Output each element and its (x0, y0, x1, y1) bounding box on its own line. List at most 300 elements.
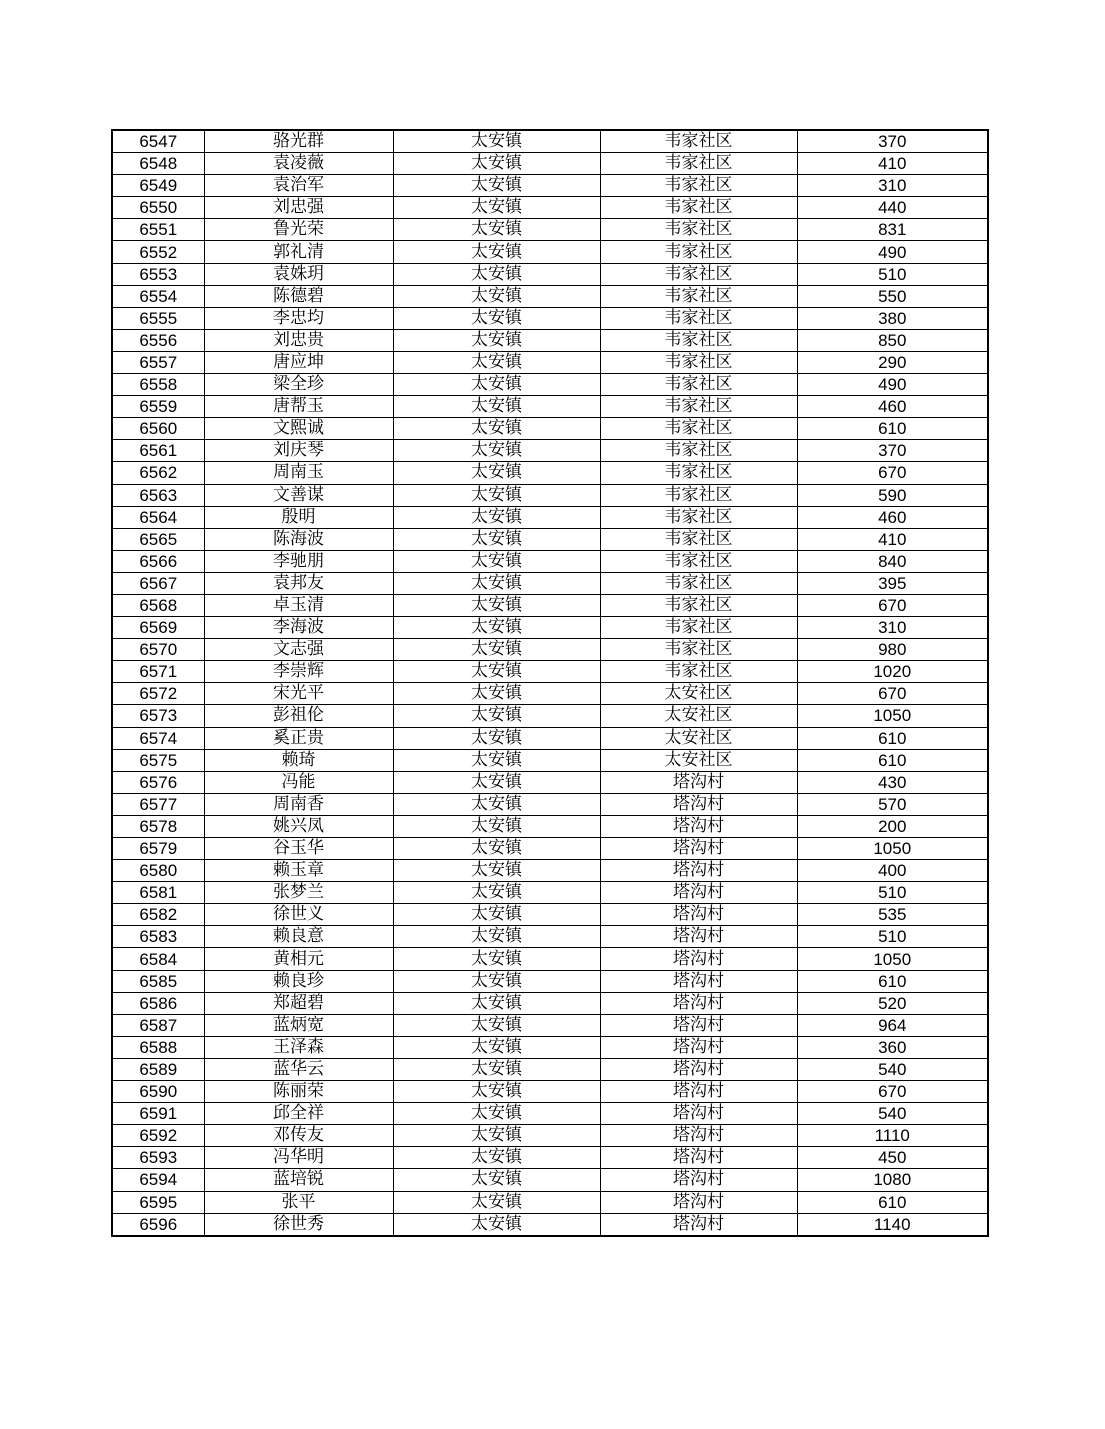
table-row (112, 1125, 988, 1147)
amount-cell: 490 (797, 374, 988, 396)
row-number-cell: 6562 (112, 462, 204, 484)
name-cell: 文熙诚 (204, 418, 393, 440)
name-cell: 冯能 (204, 771, 393, 793)
amount-cell: 460 (797, 396, 988, 418)
table-row (112, 263, 988, 285)
name-cell: 赖良意 (204, 926, 393, 948)
village-cell: 太安社区 (600, 727, 797, 749)
name-cell: 邓传友 (204, 1125, 393, 1147)
village-cell: 韦家社区 (600, 374, 797, 396)
table-row (112, 285, 988, 307)
village-cell: 韦家社区 (600, 241, 797, 263)
table-body (112, 130, 988, 1236)
name-cell: 唐应坤 (204, 351, 393, 373)
name-cell: 骆光群 (204, 130, 393, 153)
table-row (112, 1081, 988, 1103)
amount-cell: 840 (797, 550, 988, 572)
name-cell: 张平 (204, 1191, 393, 1213)
name-cell: 文志强 (204, 639, 393, 661)
row-number-cell: 6565 (112, 528, 204, 550)
village-cell: 韦家社区 (600, 661, 797, 683)
row-number-cell: 6568 (112, 594, 204, 616)
table-row (112, 550, 988, 572)
row-number-cell: 6569 (112, 617, 204, 639)
town-cell: 太安镇 (393, 1014, 600, 1036)
town-cell: 太安镇 (393, 374, 600, 396)
row-number-cell: 6584 (112, 948, 204, 970)
row-number-cell: 6548 (112, 153, 204, 175)
town-cell: 太安镇 (393, 197, 600, 219)
row-number-cell: 6592 (112, 1125, 204, 1147)
name-cell: 袁治军 (204, 175, 393, 197)
table-row (112, 1191, 988, 1213)
table-row (112, 329, 988, 351)
village-cell: 塔沟村 (600, 1014, 797, 1036)
table-row (112, 484, 988, 506)
row-number-cell: 6572 (112, 683, 204, 705)
name-cell: 陈德碧 (204, 285, 393, 307)
town-cell: 太安镇 (393, 1169, 600, 1191)
row-number-cell: 6585 (112, 970, 204, 992)
row-number-cell: 6590 (112, 1081, 204, 1103)
table-row (112, 572, 988, 594)
village-cell: 塔沟村 (600, 1169, 797, 1191)
town-cell: 太安镇 (393, 175, 600, 197)
document-page (111, 129, 987, 1237)
amount-cell: 550 (797, 285, 988, 307)
town-cell: 太安镇 (393, 904, 600, 926)
table-row (112, 771, 988, 793)
row-number-cell: 6559 (112, 396, 204, 418)
amount-cell: 410 (797, 528, 988, 550)
village-cell: 塔沟村 (600, 860, 797, 882)
amount-cell: 430 (797, 771, 988, 793)
town-cell: 太安镇 (393, 992, 600, 1014)
row-number-cell: 6595 (112, 1191, 204, 1213)
row-number-cell: 6580 (112, 860, 204, 882)
table-row (112, 528, 988, 550)
amount-cell: 1140 (797, 1213, 988, 1236)
table-row (112, 882, 988, 904)
name-cell: 周南香 (204, 793, 393, 815)
amount-cell: 510 (797, 263, 988, 285)
table-row (112, 462, 988, 484)
town-cell: 太安镇 (393, 749, 600, 771)
row-number-cell: 6552 (112, 241, 204, 263)
row-number-cell: 6551 (112, 219, 204, 241)
name-cell: 郭礼清 (204, 241, 393, 263)
town-cell: 太安镇 (393, 661, 600, 683)
row-number-cell: 6574 (112, 727, 204, 749)
town-cell: 太安镇 (393, 440, 600, 462)
amount-cell: 1050 (797, 705, 988, 727)
table-row (112, 1036, 988, 1058)
village-cell: 韦家社区 (600, 440, 797, 462)
town-cell: 太安镇 (393, 727, 600, 749)
amount-cell: 1080 (797, 1169, 988, 1191)
amount-cell: 980 (797, 639, 988, 661)
table-row (112, 175, 988, 197)
amount-cell: 590 (797, 484, 988, 506)
row-number-cell: 6579 (112, 838, 204, 860)
row-number-cell: 6593 (112, 1147, 204, 1169)
amount-cell: 290 (797, 351, 988, 373)
name-cell: 徐世义 (204, 904, 393, 926)
name-cell: 李驰朋 (204, 550, 393, 572)
amount-cell: 964 (797, 1014, 988, 1036)
town-cell: 太安镇 (393, 153, 600, 175)
village-cell: 塔沟村 (600, 904, 797, 926)
village-cell: 韦家社区 (600, 418, 797, 440)
village-cell: 韦家社区 (600, 175, 797, 197)
row-number-cell: 6550 (112, 197, 204, 219)
table-row (112, 683, 988, 705)
row-number-cell: 6577 (112, 793, 204, 815)
table-row (112, 197, 988, 219)
village-cell: 韦家社区 (600, 594, 797, 616)
name-cell: 王泽森 (204, 1036, 393, 1058)
amount-cell: 850 (797, 329, 988, 351)
table-row (112, 1058, 988, 1080)
row-number-cell: 6591 (112, 1103, 204, 1125)
town-cell: 太安镇 (393, 396, 600, 418)
row-number-cell: 6578 (112, 815, 204, 837)
town-cell: 太安镇 (393, 1125, 600, 1147)
village-cell: 塔沟村 (600, 882, 797, 904)
name-cell: 宋光平 (204, 683, 393, 705)
table-row (112, 1147, 988, 1169)
town-cell: 太安镇 (393, 528, 600, 550)
table-row (112, 793, 988, 815)
amount-cell: 670 (797, 594, 988, 616)
town-cell: 太安镇 (393, 1147, 600, 1169)
name-cell: 刘忠强 (204, 197, 393, 219)
name-cell: 唐帮玉 (204, 396, 393, 418)
village-cell: 塔沟村 (600, 1147, 797, 1169)
amount-cell: 610 (797, 1191, 988, 1213)
town-cell: 太安镇 (393, 1036, 600, 1058)
row-number-cell: 6560 (112, 418, 204, 440)
row-number-cell: 6575 (112, 749, 204, 771)
name-cell: 袁邦友 (204, 572, 393, 594)
town-cell: 太安镇 (393, 926, 600, 948)
town-cell: 太安镇 (393, 484, 600, 506)
table-row (112, 374, 988, 396)
village-cell: 塔沟村 (600, 948, 797, 970)
amount-cell: 510 (797, 882, 988, 904)
village-cell: 韦家社区 (600, 153, 797, 175)
amount-cell: 610 (797, 749, 988, 771)
amount-cell: 520 (797, 992, 988, 1014)
amount-cell: 370 (797, 440, 988, 462)
town-cell: 太安镇 (393, 285, 600, 307)
row-number-cell: 6576 (112, 771, 204, 793)
town-cell: 太安镇 (393, 1058, 600, 1080)
row-number-cell: 6556 (112, 329, 204, 351)
name-cell: 李海波 (204, 617, 393, 639)
village-cell: 韦家社区 (600, 572, 797, 594)
village-cell: 塔沟村 (600, 1125, 797, 1147)
village-cell: 韦家社区 (600, 285, 797, 307)
name-cell: 谷玉华 (204, 838, 393, 860)
village-cell: 太安社区 (600, 705, 797, 727)
table-row (112, 130, 988, 153)
village-cell: 韦家社区 (600, 197, 797, 219)
table-row (112, 153, 988, 175)
row-number-cell: 6567 (112, 572, 204, 594)
town-cell: 太安镇 (393, 1103, 600, 1125)
amount-cell: 540 (797, 1058, 988, 1080)
town-cell: 太安镇 (393, 838, 600, 860)
amount-cell: 200 (797, 815, 988, 837)
name-cell: 蓝华云 (204, 1058, 393, 1080)
village-cell: 韦家社区 (600, 550, 797, 572)
village-cell: 韦家社区 (600, 329, 797, 351)
town-cell: 太安镇 (393, 351, 600, 373)
town-cell: 太安镇 (393, 882, 600, 904)
amount-cell: 610 (797, 418, 988, 440)
amount-cell: 670 (797, 1081, 988, 1103)
table-row (112, 1014, 988, 1036)
town-cell: 太安镇 (393, 572, 600, 594)
row-number-cell: 6547 (112, 130, 204, 153)
amount-cell: 540 (797, 1103, 988, 1125)
amount-cell: 310 (797, 175, 988, 197)
village-cell: 塔沟村 (600, 793, 797, 815)
amount-cell: 460 (797, 506, 988, 528)
row-number-cell: 6581 (112, 882, 204, 904)
village-cell: 韦家社区 (600, 396, 797, 418)
town-cell: 太安镇 (393, 130, 600, 153)
amount-cell: 610 (797, 970, 988, 992)
amount-cell: 1110 (797, 1125, 988, 1147)
town-cell: 太安镇 (393, 771, 600, 793)
village-cell: 韦家社区 (600, 506, 797, 528)
name-cell: 蓝培锐 (204, 1169, 393, 1191)
amount-cell: 490 (797, 241, 988, 263)
row-number-cell: 6564 (112, 506, 204, 528)
table-row (112, 860, 988, 882)
town-cell: 太安镇 (393, 506, 600, 528)
table-row (112, 418, 988, 440)
amount-cell: 610 (797, 727, 988, 749)
name-cell: 赖琦 (204, 749, 393, 771)
name-cell: 陈海波 (204, 528, 393, 550)
village-cell: 韦家社区 (600, 639, 797, 661)
name-cell: 周南玉 (204, 462, 393, 484)
village-cell: 韦家社区 (600, 130, 797, 153)
table-row (112, 594, 988, 616)
name-cell: 奚正贵 (204, 727, 393, 749)
name-cell: 姚兴凤 (204, 815, 393, 837)
amount-cell: 670 (797, 683, 988, 705)
table-row (112, 815, 988, 837)
table-row (112, 1213, 988, 1236)
name-cell: 徐世秀 (204, 1213, 393, 1236)
town-cell: 太安镇 (393, 639, 600, 661)
amount-cell: 450 (797, 1147, 988, 1169)
village-cell: 韦家社区 (600, 263, 797, 285)
village-cell: 太安社区 (600, 749, 797, 771)
name-cell: 刘庆琴 (204, 440, 393, 462)
amount-cell: 310 (797, 617, 988, 639)
amount-cell: 370 (797, 130, 988, 153)
table-row (112, 307, 988, 329)
village-cell: 韦家社区 (600, 484, 797, 506)
table-row (112, 705, 988, 727)
village-cell: 韦家社区 (600, 617, 797, 639)
town-cell: 太安镇 (393, 307, 600, 329)
town-cell: 太安镇 (393, 1191, 600, 1213)
town-cell: 太安镇 (393, 462, 600, 484)
village-cell: 塔沟村 (600, 1191, 797, 1213)
row-number-cell: 6594 (112, 1169, 204, 1191)
village-cell: 韦家社区 (600, 351, 797, 373)
table-row (112, 727, 988, 749)
town-cell: 太安镇 (393, 793, 600, 815)
village-cell: 韦家社区 (600, 219, 797, 241)
table-row (112, 838, 988, 860)
table-row (112, 396, 988, 418)
amount-cell: 670 (797, 462, 988, 484)
row-number-cell: 6571 (112, 661, 204, 683)
name-cell: 文善谋 (204, 484, 393, 506)
amount-cell: 380 (797, 307, 988, 329)
table-row (112, 639, 988, 661)
row-number-cell: 6583 (112, 926, 204, 948)
amount-cell: 570 (797, 793, 988, 815)
village-cell: 塔沟村 (600, 1081, 797, 1103)
row-number-cell: 6557 (112, 351, 204, 373)
amount-cell: 535 (797, 904, 988, 926)
village-cell: 塔沟村 (600, 1058, 797, 1080)
row-number-cell: 6587 (112, 1014, 204, 1036)
row-number-cell: 6573 (112, 705, 204, 727)
amount-cell: 831 (797, 219, 988, 241)
village-cell: 韦家社区 (600, 307, 797, 329)
row-number-cell: 6549 (112, 175, 204, 197)
table-row (112, 992, 988, 1014)
town-cell: 太安镇 (393, 418, 600, 440)
row-number-cell: 6558 (112, 374, 204, 396)
amount-cell: 395 (797, 572, 988, 594)
village-cell: 太安社区 (600, 683, 797, 705)
village-cell: 塔沟村 (600, 1213, 797, 1236)
name-cell: 李崇辉 (204, 661, 393, 683)
row-number-cell: 6561 (112, 440, 204, 462)
town-cell: 太安镇 (393, 594, 600, 616)
name-cell: 赖玉章 (204, 860, 393, 882)
village-cell: 塔沟村 (600, 926, 797, 948)
name-cell: 刘忠贵 (204, 329, 393, 351)
village-cell: 塔沟村 (600, 771, 797, 793)
amount-cell: 1050 (797, 838, 988, 860)
village-cell: 塔沟村 (600, 815, 797, 837)
town-cell: 太安镇 (393, 329, 600, 351)
row-number-cell: 6570 (112, 639, 204, 661)
name-cell: 袁姝玥 (204, 263, 393, 285)
table-row (112, 970, 988, 992)
name-cell: 黄相元 (204, 948, 393, 970)
village-cell: 塔沟村 (600, 1103, 797, 1125)
name-cell: 卓玉清 (204, 594, 393, 616)
village-cell: 塔沟村 (600, 838, 797, 860)
town-cell: 太安镇 (393, 860, 600, 882)
town-cell: 太安镇 (393, 815, 600, 837)
name-cell: 赖良珍 (204, 970, 393, 992)
table-row (112, 440, 988, 462)
town-cell: 太安镇 (393, 617, 600, 639)
row-number-cell: 6555 (112, 307, 204, 329)
amount-cell: 1050 (797, 948, 988, 970)
name-cell: 袁凌薇 (204, 153, 393, 175)
row-number-cell: 6586 (112, 992, 204, 1014)
village-cell: 韦家社区 (600, 462, 797, 484)
table-row (112, 617, 988, 639)
row-number-cell: 6563 (112, 484, 204, 506)
name-cell: 鲁光荣 (204, 219, 393, 241)
amount-cell: 440 (797, 197, 988, 219)
amount-cell: 400 (797, 860, 988, 882)
row-number-cell: 6588 (112, 1036, 204, 1058)
name-cell: 陈丽荣 (204, 1081, 393, 1103)
town-cell: 太安镇 (393, 550, 600, 572)
table-row (112, 241, 988, 263)
row-number-cell: 6553 (112, 263, 204, 285)
table-row (112, 351, 988, 373)
amount-cell: 1020 (797, 661, 988, 683)
town-cell: 太安镇 (393, 948, 600, 970)
name-cell: 郑超碧 (204, 992, 393, 1014)
row-number-cell: 6589 (112, 1058, 204, 1080)
data-table (111, 129, 989, 1237)
table-row (112, 506, 988, 528)
name-cell: 彭祖伦 (204, 705, 393, 727)
table-row (112, 926, 988, 948)
town-cell: 太安镇 (393, 219, 600, 241)
name-cell: 梁全珍 (204, 374, 393, 396)
village-cell: 塔沟村 (600, 1036, 797, 1058)
row-number-cell: 6554 (112, 285, 204, 307)
town-cell: 太安镇 (393, 970, 600, 992)
village-cell: 塔沟村 (600, 970, 797, 992)
amount-cell: 410 (797, 153, 988, 175)
row-number-cell: 6582 (112, 904, 204, 926)
table-row (112, 1103, 988, 1125)
table-row (112, 219, 988, 241)
table-row (112, 749, 988, 771)
name-cell: 蓝炳宽 (204, 1014, 393, 1036)
town-cell: 太安镇 (393, 1081, 600, 1103)
village-cell: 韦家社区 (600, 528, 797, 550)
table-row (112, 948, 988, 970)
town-cell: 太安镇 (393, 241, 600, 263)
name-cell: 殷明 (204, 506, 393, 528)
row-number-cell: 6566 (112, 550, 204, 572)
amount-cell: 360 (797, 1036, 988, 1058)
name-cell: 冯华明 (204, 1147, 393, 1169)
town-cell: 太安镇 (393, 1213, 600, 1236)
table-row (112, 904, 988, 926)
town-cell: 太安镇 (393, 705, 600, 727)
table-row (112, 661, 988, 683)
town-cell: 太安镇 (393, 683, 600, 705)
name-cell: 邱全祥 (204, 1103, 393, 1125)
table-row (112, 1169, 988, 1191)
row-number-cell: 6596 (112, 1213, 204, 1236)
village-cell: 塔沟村 (600, 992, 797, 1014)
name-cell: 张梦兰 (204, 882, 393, 904)
